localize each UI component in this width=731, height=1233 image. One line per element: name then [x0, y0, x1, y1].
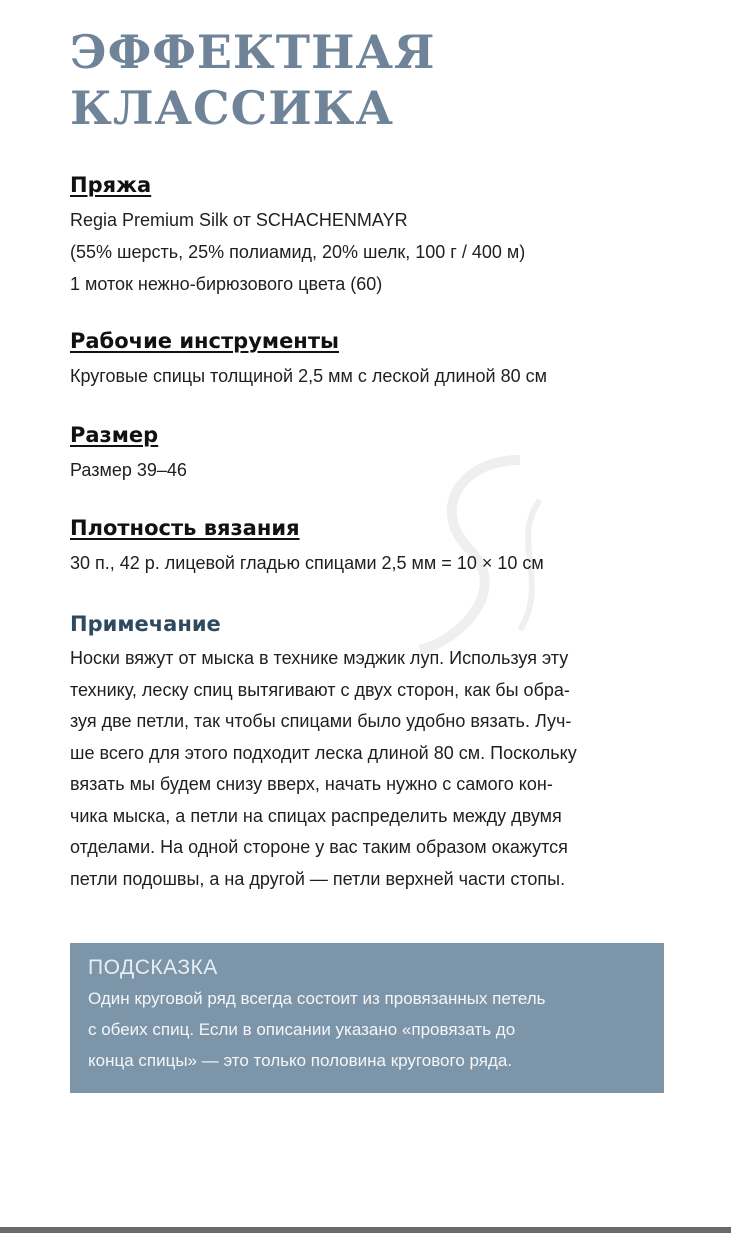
hint-box: [70, 943, 664, 1093]
bottom-divider: [0, 1227, 731, 1233]
yarn-section: [70, 172, 680, 300]
hint-line: конца спицы» — это только половина кругового ряда.: [88, 1051, 513, 1070]
tools-heading: Рабочие инструменты: [70, 329, 339, 353]
note-heading: Примечание: [70, 612, 221, 636]
yarn-line-amount: 1 моток нежно-бирюзового цвета (60): [70, 274, 383, 294]
page-title: [70, 24, 436, 136]
size-heading: Размер: [70, 423, 159, 447]
gauge-line-value: 30 п., 42 р. лицевой гладью спицами 2,5 мм = 10 × 10 см: [70, 553, 544, 573]
hint-line: с обеих спиц. Если в описании указано «провязать до: [88, 1020, 516, 1039]
yarn-line-brand: Regia Premium Silk от SCHACHENMAYR: [70, 210, 408, 230]
hint-line: Один круговой ряд всегда состоит из провязанных петель: [88, 989, 546, 1008]
note-line: вязать мы будем снизу вверх, начать нужно с самого кон-: [70, 774, 553, 794]
note-line: зуя две петли, так чтобы спицами было удобно вязать. Луч-: [70, 711, 572, 731]
note-line: петли подошвы, а на другой — петли верхней части стопы.: [70, 868, 566, 889]
note-line: Носки вяжут от мыска в технике мэджик луп. Используя эту: [70, 648, 569, 668]
gauge-section: [70, 515, 680, 579]
size-section: [70, 422, 680, 486]
gauge-heading: Плотность вязания: [70, 516, 300, 540]
note-line: технику, леску спиц вытягивают с двух сторон, как бы обра-: [70, 679, 570, 700]
note-line: отделами. На одной стороне у вас таким образом окажутся: [70, 837, 568, 857]
tools-section: [70, 328, 680, 392]
yarn-heading: Пряжа: [70, 173, 152, 197]
note-line: ше всего для этого подходит леска длиной 80 см. Поскольку: [70, 742, 577, 763]
size-line-range: Размер 39–46: [70, 460, 187, 480]
page-title-line-1: ЭФФЕКТНАЯ: [70, 25, 436, 79]
note-section: [70, 611, 680, 895]
page-title-line-2: КЛАССИКА: [70, 81, 394, 135]
note-line: чика мыска, а петли на спицах распределить между двумя: [70, 805, 562, 826]
hint-title: ПОДСКАЗКА: [88, 956, 218, 979]
yarn-line-composition: (55% шерсть, 25% полиамид, 20% шелк, 100 г / 400 м): [70, 242, 526, 262]
tools-line-needles: Круговые спицы толщиной 2,5 мм с леской длиной 80 см: [70, 366, 547, 386]
